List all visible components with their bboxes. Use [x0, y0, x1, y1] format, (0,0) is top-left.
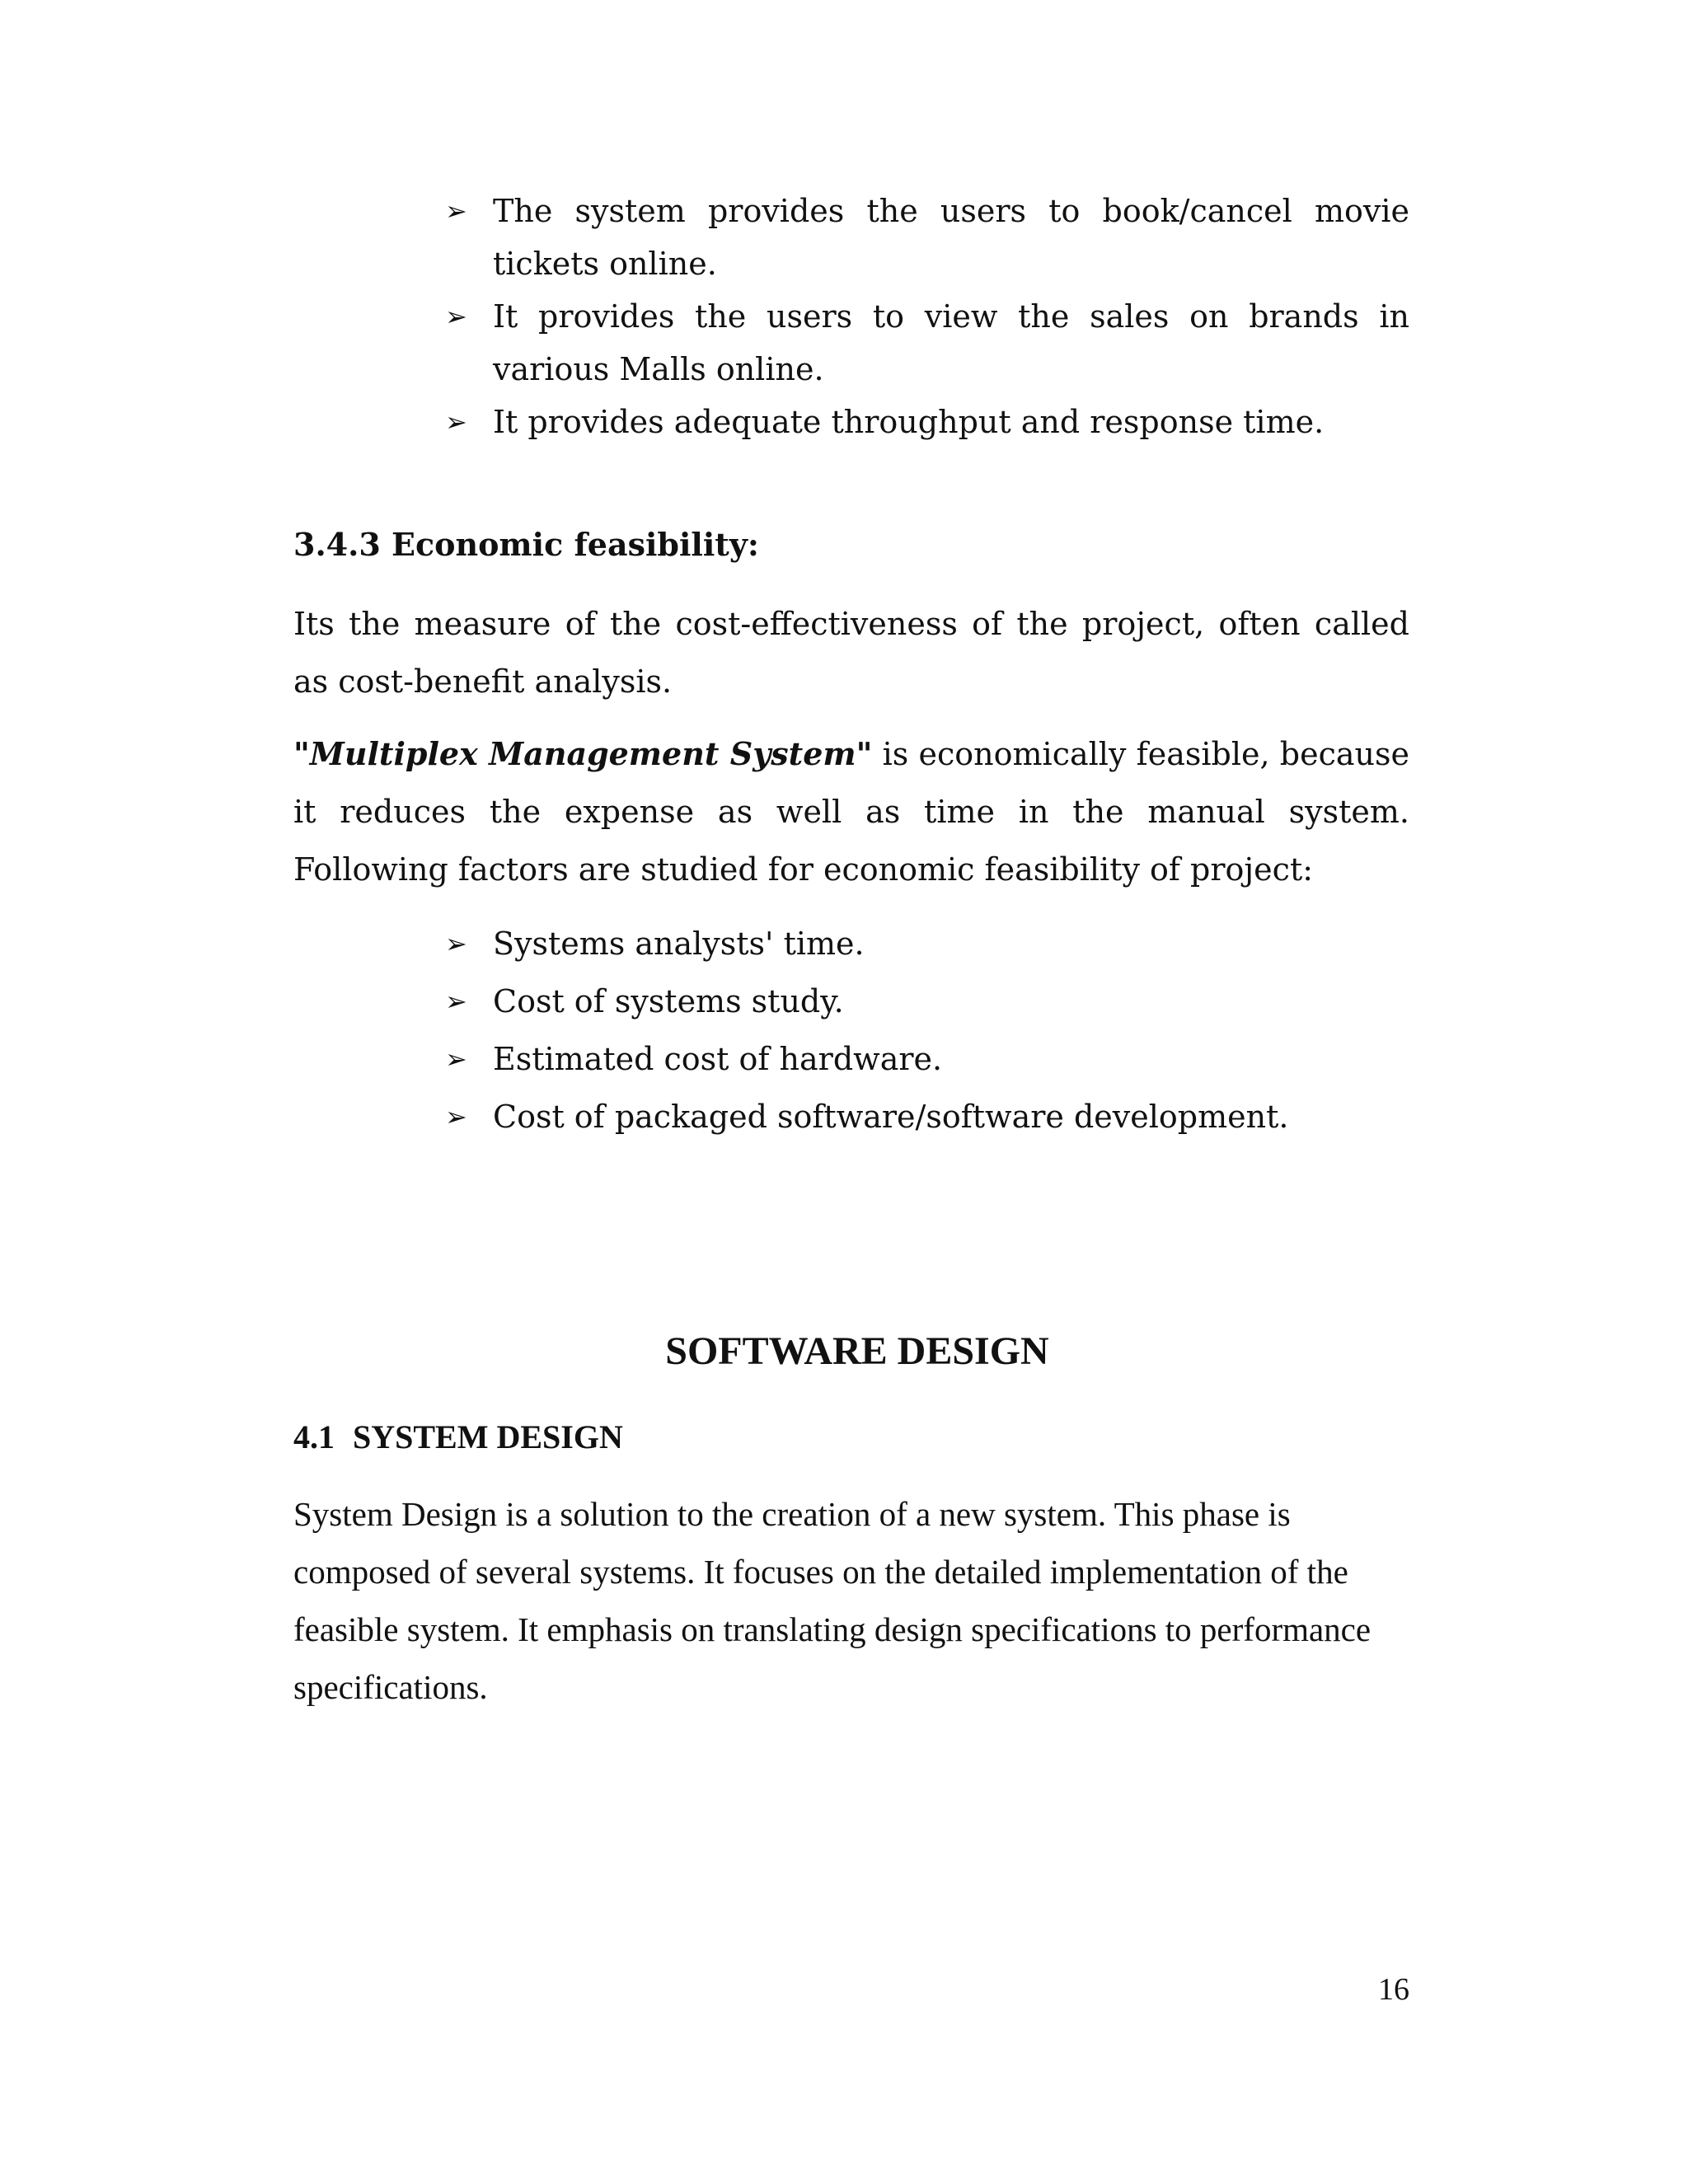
list-item [445, 290, 1409, 396]
feature-bullet-list [445, 185, 1409, 448]
system-design-paragraph: System Design is a solution to the creation of a new system. This phase is composed of several systems. It focuses on the detailed implementation of the feasible system. It emphasis on translating design specifications to performance specifications. [293, 1495, 1372, 1706]
list-item-text: Systems analysts' time. [493, 926, 865, 962]
arrow-bullet-icon: ➢ [445, 195, 467, 227]
section-title: SYSTEM DESIGN [353, 1418, 623, 1455]
arrow-bullet-icon: ➢ [445, 1043, 467, 1075]
list-item-text: It provides adequate throughput and response time. [493, 404, 1325, 440]
list-item-text: The system provides the users to book/cancel movie tickets online. [493, 193, 1409, 282]
list-item [445, 972, 1409, 1030]
arrow-bullet-icon: ➢ [445, 1101, 467, 1132]
arrow-bullet-icon: ➢ [445, 406, 467, 438]
arrow-bullet-icon: ➢ [445, 928, 467, 959]
software-design-title: SOFTWARE DESIGN [665, 1329, 1049, 1373]
list-item [445, 1088, 1409, 1146]
list-item [445, 396, 1409, 448]
list-item-text: Estimated cost of hardware. [493, 1041, 943, 1077]
list-item [445, 185, 1409, 290]
economic-factors-list [445, 915, 1409, 1146]
economic-definition-paragraph: Its the measure of the cost-effectiveness of the project, often called as cost-benefit analysis. [293, 606, 1409, 700]
economic-justification-text: is economically feasible, because it reduces the expense as well as time in the manual system. Following factors are studied for economic feasibility of project: [293, 736, 1409, 888]
arrow-bullet-icon: ➢ [445, 301, 467, 332]
arrow-bullet-icon: ➢ [445, 986, 467, 1017]
list-item [445, 1030, 1409, 1088]
list-item [445, 915, 1409, 972]
economic-justification-paragraph [293, 725, 1409, 898]
system-name-emphasis: "Multiplex Management System" [293, 735, 873, 772]
page-number: 16 [1378, 1972, 1409, 2007]
list-item-text: It provides the users to view the sales on brands in various Malls online. [493, 298, 1409, 387]
system-design-heading [293, 1418, 623, 1456]
section-number: 4.1 [293, 1418, 335, 1455]
list-item-text: Cost of systems study. [493, 983, 844, 1019]
list-item-text: Cost of packaged software/software development. [493, 1099, 1289, 1135]
economic-feasibility-heading: 3.4.3 Economic feasibility: [293, 526, 759, 563]
